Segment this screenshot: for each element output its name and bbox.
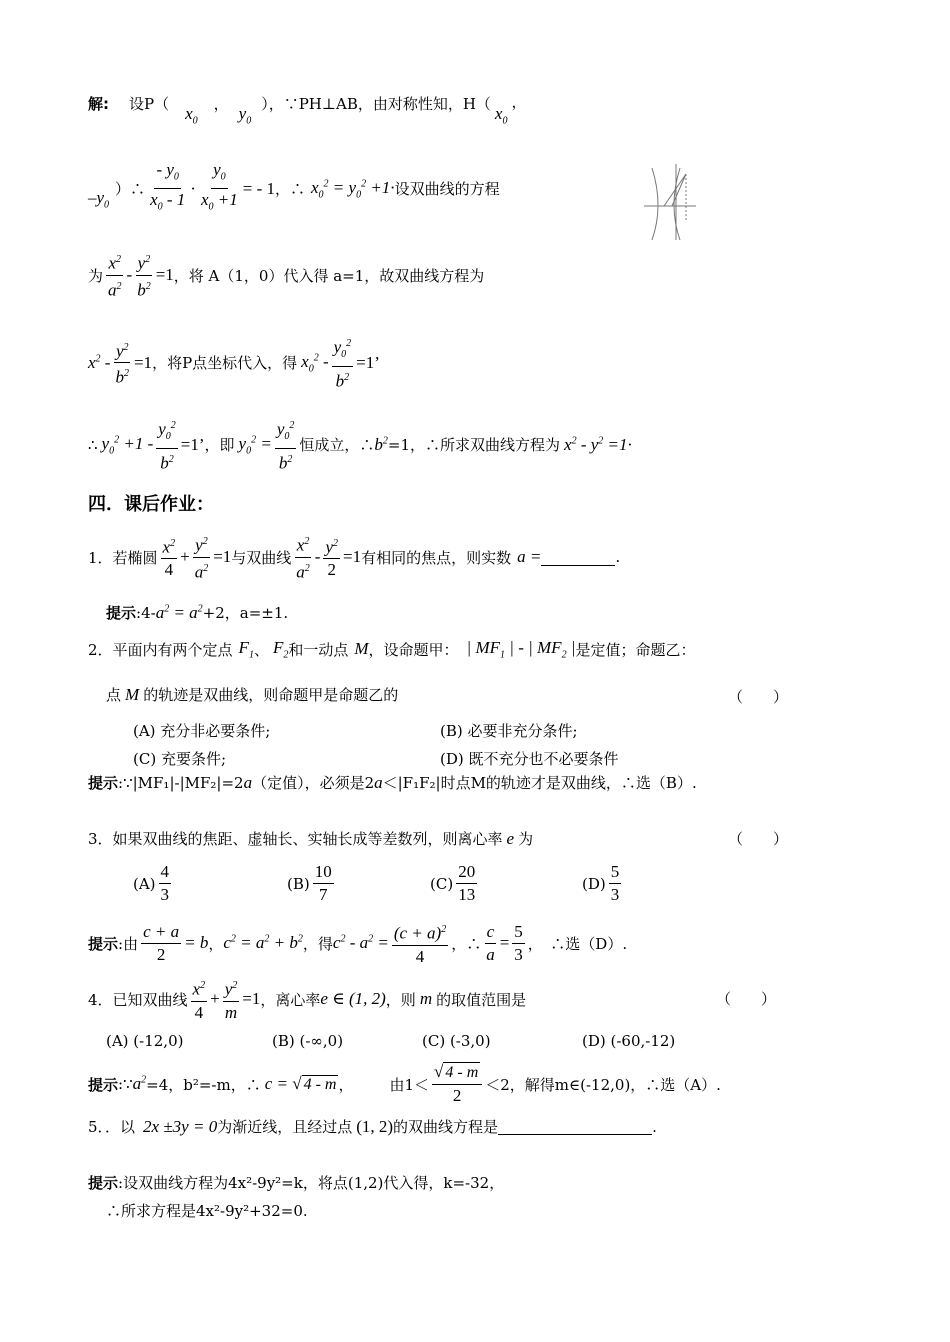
hint-label: 提示 (88, 1075, 119, 1094)
hint-text: 由1＜ (389, 1075, 430, 1094)
math-x0: $x_0$ (185, 104, 198, 127)
fraction: $\frac{y_0}{x_0 +1}$ (200, 160, 238, 213)
solution-text: ，∴ (274, 180, 305, 199)
answer-blank[interactable] (541, 549, 615, 566)
question-1: 1．若椭圆 $\frac{x^2}{4}$ + $\frac{y^2}{a^2}$ =1 与双曲线 $\frac{x^2}{a^2}$ - $\frac{y^2}{2}$ =1 有相同的焦点，则实数 a = . (88, 532, 620, 582)
fraction: $\frac{y^2}{b^2}$ (113, 338, 131, 388)
hint-text: :4- (136, 603, 156, 622)
hint-5 (88, 1172, 504, 1193)
answer-paren[interactable]: （ ） (716, 990, 777, 1008)
option-c[interactable]: (C) $\frac{20}{13}$ (430, 862, 476, 904)
fraction: $\frac{4}{3}$ (160, 862, 170, 904)
hint-1: 提示 :4- $a^2 = a^2$ +2，a=±1. (106, 602, 289, 622)
solution-text: ，将P点坐标代入，得 (152, 354, 298, 373)
option-c[interactable]: (C) (-3,0) (422, 1032, 491, 1050)
fraction: $\frac{y_0^2}{b^2}$ (156, 416, 178, 474)
solution-text: ）∴ (115, 180, 146, 199)
solution-text: 恒成立，∴ (299, 436, 375, 455)
hint-text: :由 (118, 934, 139, 953)
fraction: $\frac{x^2}{a^2}$ (294, 532, 312, 582)
question-text: 有相同的焦点，则实数 (361, 548, 512, 567)
math-equation: $x_0^2 = y_0^2 +1\cdot$ (311, 177, 395, 201)
option-b[interactable]: (B) (-∞,0) (272, 1032, 344, 1050)
solution-text: =1，∴所求双曲线方程为 (387, 436, 561, 455)
hint-text: =4，b²=-m，∴ (146, 1075, 261, 1094)
question-text: 4．已知双曲线 (88, 990, 188, 1009)
option-b[interactable]: (B) 必要非充分条件; (440, 722, 578, 740)
hint-text: :∵|MF₁|-|MF₂|=2 (118, 773, 244, 792)
solution-line-4: $x^2$ - $\frac{y^2}{b^2}$ =1 ，将P点坐标代入，得 $x_0^2$ - $\frac{y_0^2}{b^2}$ =1’ (88, 334, 380, 392)
hint-4: 提示 :∵ $a^2$ =4，b²=-m，∴ c = √ 4 - m ， 由1＜ $\frac{√ 4 - m}{2}$ ＜2，解得m∈(-12,0)，∴选（A）. (88, 1062, 721, 1105)
solution-label: 解: (88, 94, 109, 113)
option-d[interactable]: (D) $\frac{5}{3}$ (582, 862, 620, 904)
fraction: $\frac{20}{13}$ (458, 862, 476, 904)
fraction: $\frac{- y_0}{x_0 - 1}$ (150, 160, 186, 213)
question-text: 为渐近线，且经过点 (217, 1118, 353, 1136)
hyperbola-diagram (642, 162, 698, 242)
fraction: $\frac{c + a}{2}$ (143, 921, 180, 964)
answer-blank[interactable] (498, 1118, 652, 1135)
hint-text: ＜|F₁F₂|时点M的轨迹才是双曲线，∴选（B）. (382, 774, 697, 792)
option-b[interactable]: (B) $\frac{10}{7}$ (287, 862, 332, 904)
hint-text: ，得 (302, 934, 333, 953)
solution-text: ），∵PH⊥AB，由对称性知，H（ (261, 94, 491, 113)
section-title: 四．课后作业： (88, 494, 214, 515)
math-y0: $y_0$ (238, 104, 252, 127)
question-text: 和一动点 (288, 640, 349, 659)
hint-label: 提示 (88, 1174, 119, 1192)
fraction: $\frac{y^2}{a^2}$ (193, 532, 211, 582)
question-text: ，则 (385, 990, 416, 1009)
question-text: 2．平面内有两个定点 (88, 640, 233, 659)
hint-label: 提示 (88, 774, 119, 792)
hint-text: ＜2，解得m∈(-12,0)，∴选（A）. (485, 1075, 721, 1094)
hint-label: 提示 (106, 604, 137, 622)
math-neg-y0: $-y_0$ (88, 187, 110, 211)
solution-text: 设双曲线的方程 (394, 180, 500, 199)
question-text: 的双曲线方程是 (393, 1118, 499, 1136)
question-text: 1．若椭圆 (88, 548, 158, 567)
fraction: $\frac{5}{3}$ (610, 862, 620, 904)
question-text: 的取值范围是 (436, 990, 527, 1009)
answer-paren[interactable]: （ ） (728, 688, 789, 706)
fraction: $\frac{y^2}{b^2}$ (135, 250, 153, 300)
question-5: 5．．以 2x ±3y = 0 为渐近线，且经过点 (1, 2) 的双曲线方程是 . (88, 1116, 657, 1136)
solution-text: ∴ (88, 435, 98, 454)
question-2-cont: 点 M 的轨迹是双曲线，则命题甲是命题乙的 (106, 684, 399, 704)
hint-text: :设双曲线方程为4x²-9y²=k，将点(1,2)代入得，k=-32， (118, 1174, 505, 1192)
option-c[interactable]: (C) 充要条件; (133, 750, 227, 768)
question-text: 与双曲线 (231, 548, 292, 567)
solution-text: ， (511, 92, 527, 111)
solution-line-2: $-y_0$ ）∴ $\frac{- y_0}{x_0 - 1}$ · $\frac{y_0}{x_0 +1}$ = - 1 ，∴ $x_0^2 = y_0^2 +1\cdot$ 设双曲线的方程 (88, 160, 500, 218)
hint-text: +2，a=±1. (202, 604, 289, 622)
solution-text: 为 (88, 266, 104, 285)
fraction: $\frac{(c + a)^2}{4}$ (392, 920, 448, 967)
option-d[interactable]: (D) (-60,-12) (582, 1032, 676, 1050)
hint-label: 提示 (88, 934, 119, 953)
hint-2: 提示 :∵|MF₁|-|MF₂|=2 a （定值），必须是2 a ＜|F₁F₂|时点M的轨迹才是双曲线，∴选（B）. (88, 772, 697, 792)
hint-3: 提示 :由 $\frac{c + a}{2}$ = b ， $c^2 = a^2 + b^2$ ，得 $c^2 - a^2$ = $\frac{(c + a)^2}{4}$ ，∴ $\frac{c}{a}$ = $\frac{5}{3}$ ， ∴选（D）. (88, 921, 628, 966)
solution-line-5: ∴ $y_0^2 +1$ - $\frac{y_0^2}{b^2}$ =1’ ，即 $y_0^2$ = $\frac{y_0^2}{b^2}$ 恒成立，∴ $b^2$ =1，∴所求双曲线方程为 $x^2 - y^2 =1\cdot$ (88, 416, 632, 474)
solution-text: ，将 A（1，0）代入得 a=1，故双曲线方程为 (173, 266, 485, 285)
answer-paren[interactable]: （ ） (728, 830, 789, 848)
fraction: $\frac{y_0^2}{b^2}$ (332, 334, 354, 392)
solution-line-1: 解: 设P（ $x_0$ ， $y_0$ ），∵PH⊥AB，由对称性知，H（ $x_0$ ， (88, 92, 527, 127)
fraction: $\frac{5}{3}$ (514, 921, 523, 964)
hint-5-cont: ∴所求方程是4x²-9y²+32=0. (106, 1202, 308, 1220)
fraction: $\frac{√ 4 - m}{2}$ (432, 1062, 482, 1106)
question-3: 3．如果双曲线的焦距、虚轴长、实轴长成等差数列，则离心率 e 为 (88, 828, 534, 848)
question-text: ，设命题甲： (368, 640, 459, 659)
option-a[interactable]: (A) (-12,0) (106, 1032, 184, 1050)
fraction: $\frac{x^2}{4}$ (161, 534, 178, 581)
hint-text: :∵ (118, 1075, 133, 1093)
question-text: 3．如果双曲线的焦距、虚轴长、实轴长成等差数列，则离心率 (88, 830, 503, 848)
hint-text: ，∴ (451, 934, 482, 953)
option-d[interactable]: (D) 既不充分也不必要条件 (440, 750, 619, 768)
solution-text: 设P（ (129, 94, 170, 113)
hint-text: ， ∴选（D）. (527, 934, 628, 953)
solution-line-3: 为 $\frac{x^2}{a^2}$ - $\frac{y^2}{b^2}$ =1 ，将 A（1，0）代入得 a=1，故双曲线方程为 (88, 250, 484, 300)
fraction: $\frac{y^2}{m}$ (223, 976, 240, 1023)
question-text: 是定值；命题乙： (575, 640, 696, 659)
option-a[interactable]: (A) $\frac{4}{3}$ (133, 862, 170, 904)
fraction: $\frac{x^2}{a^2}$ (106, 250, 124, 300)
hint-text: （定值），必须是2 (252, 774, 375, 792)
fraction: $\frac{c}{a}$ (486, 921, 495, 964)
question-4: 4．已知双曲线 $\frac{x^2}{4}$ + $\frac{y^2}{m}$ =1 ，离心率 e ∈ (1, 2) ，则 m 的取值范围是 (88, 976, 526, 1023)
solution-text: ，即 (204, 436, 235, 455)
fraction: $\frac{y_0^2}{b^2}$ (275, 416, 297, 474)
fraction: $\frac{10}{7}$ (314, 862, 332, 904)
question-text: ，离心率 (260, 990, 321, 1009)
question-2: 2．平面内有两个定点 $F_1$ 、 $F_2$ 和一动点 M ，设命题甲： | $MF_1$ | - | $MF_2$ | 是定值；命题乙： (88, 638, 696, 661)
math-x0: $x_0$ (494, 104, 508, 127)
option-a[interactable]: (A) 充分非必要条件; (133, 722, 271, 740)
question-text: 5．．以 (88, 1118, 136, 1136)
fraction: $\frac{x^2}{4}$ (191, 976, 208, 1023)
fraction: $\frac{y^2}{2}$ (323, 534, 340, 581)
